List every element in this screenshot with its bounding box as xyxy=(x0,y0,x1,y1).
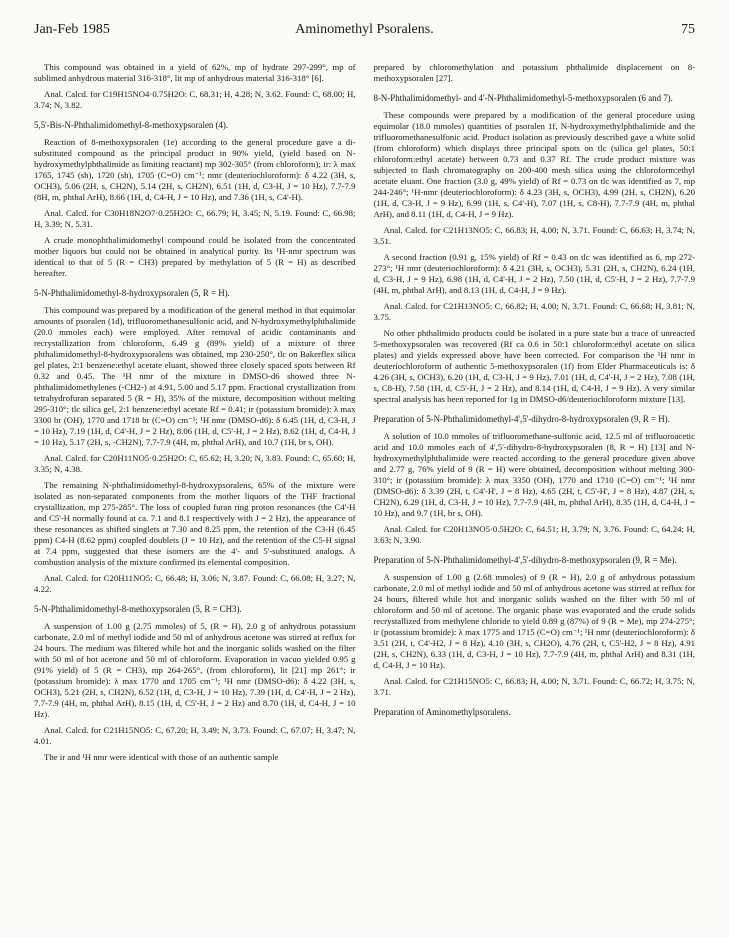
running-header xyxy=(34,22,695,44)
right-column xyxy=(374,62,696,768)
paragraph: Anal. Calcd. for C20H13NO5·0.5H2O: C, 64.51; H, 3.79; N, 3.76. Found: C, 64.24; H, 3.63; N, 3.90. xyxy=(373,524,695,545)
paragraph: A crude monophthalimidomethyl compound could be isolated from the concentrated mother liquors but could not be obtained in analytical purity. Its ¹H-nmr spectrum was identical to that of 5 (R = CH3) prepared by methylation of 5 (R = H) as described hereafter. xyxy=(34,235,356,278)
paragraph: These compounds were prepared by a modification of the general procedure using equimolar (18.0 mmoles) quantities of psoralen 1f, N-hydroxymethylphthalimide and the trifluoromethanesulfonic acid. Product isolation as previously described gave a white solid (from chloroform) which displays three principal spots on tlc (silica gel plates, 50:1 chloroform:ethyl acetate) between 0.73 and 0.37 Rf. The crude product mixture was subjected to flash chromatography on 200-400 mesh silica using the chloroform:ethyl acetate eluant. One fraction (3.0 g, 49% yield) of Rf = 0.73 on tlc was identified as 7, mp 244-246°; ¹H-nmr (deuteriochloroform): δ 4.23 (3H, s, OCH3), 4.99 (2H, s, CH2N), 6.20 (1H, d, C3-H, J = 9 Hz), 6.99 (1H, s, C4'-H), 7.07 (1H, s, C8-H), 7.7-7.9 (4H, m, phthal ArH), and 8.11 (1H, d, C4-H, J = 9 Hz). xyxy=(373,110,695,219)
paragraph: Anal. Calcd. for C20H11NO5: C, 66.48; H, 3.06; N, 3.87. Found: C, 66.08; H, 3.27; N, 4.22. xyxy=(34,573,356,594)
page-number: 75 xyxy=(681,22,695,37)
section-heading: Preparation of 5-N-Phthalimidomethyl-4',5'-dihydro-8-methoxypsoralen (9, R = Me). xyxy=(373,555,677,565)
paragraph: This compound was obtained in a yield of 62%, mp of hydrate 297-299°, mp of sublimed anhydrous material 316-318°, lit mp of anhydrous material 316-318° [6]. xyxy=(34,62,356,83)
section-heading: 8-N-Phthalimidomethyl- and 4'-N-Phthalimidomethyl-5-methoxypsoralen (6 and 7). xyxy=(373,93,673,103)
paragraph: Anal. Calcd. for C20H11NO5·0.25H2O: C, 65.62; H, 3.20; N, 3.83. Found: C, 65.60; H, 3.35; N, 4.38. xyxy=(34,453,356,474)
paragraph: The remaining N-phthalimidomethyl-8-hydroxypsoralens, 65% of the mixture were isolated as non-separated components from the mother liquors of the THF fractional crystallization, mp 275-285°. The loss of coupled furan ring proton resonances (the C4'-H and C5'-H normally found at ca. 7.1 and 8.1 respectively with J = 2 Hz), the appearance of these resonances as shifted singlets at 7.30 and 8.25 ppm, the retention of the C3-H (6.45 ppm) C4-H (8.62 ppm) coupled doublets (J = 10 Hz), and the retention of the C5-H signal at 7.4 ppm, suggested that these isomers are the 4'- and 5'-substituted analogs. A combustion analysis of the mixture confirmed its elemental composition. xyxy=(34,480,356,567)
paragraph: Anal. Calcd. for C21H13NO5: C, 66.83; H, 4.00; N, 3.71. Found: C, 66.63; H, 3.74; N, 3.51. xyxy=(373,225,695,246)
section-heading: 5-N-Phthalimidomethyl-8-hydroxypsoralen (5, R = H). xyxy=(34,288,230,298)
section-heading: Preparation of Aminomethylpsoralens. xyxy=(373,707,511,717)
paragraph: The ir and ¹H nmr were identical with those of an authentic sample xyxy=(44,752,279,762)
section-heading: 5,5'-Bis-N-Phthalimidomethyl-8-methoxypsoralen (4). xyxy=(34,120,229,130)
left-column xyxy=(34,62,356,768)
paragraph: Reaction of 8-methoxypsoralen (1e) according to the general procedure gave a di-substituted compound as the principal product in 90% yield, (yield based on N-hydroxymethylphthalimide as limiting reactant) mp 302-305° (from chloroform); ir: λ max 1765, 1745 (sh), 1720 (sh), 1705 (C=O) cm⁻¹; nmr (deuteriochloroform): δ 4.22 (3H, s, OCH3), 5.06 (2H, s, CH2N), 5.14 (2H, s, CH2N), 6.51 (1H, d, C3-H, J = 10 Hz), 7.7-7.9 (8H, m, phthal ArH), 8.66 (1H, d, C4-H, J = 10 Hz), and 7.36 (1H, s, C4'-H). xyxy=(34,137,356,202)
paragraph: Anal. Calcd. for C30H18N2O7·0.25H2O: C, 66.79; H, 3.45; N, 5.19. Found: C, 66.98; H, 3.39; N, 5.31. xyxy=(34,208,356,229)
header-title: Aminomethyl Psoralens. xyxy=(295,22,434,37)
header-date: Jan-Feb 1985 xyxy=(34,22,110,37)
paragraph: Anal. Calcd. for C21H15NO5: C, 66.83; H, 4.00; N, 3.71. Found: C, 66.72; H, 3.75; N, 3.71. xyxy=(373,676,695,697)
paragraph: A solution of 10.0 mmoles of trifluoromethane-sulfonic acid, 12.5 ml of trifluoroacetic acid and 10.0 mmoles each of 4',5'-dihydro-8-hydroxypsoralen (8, R = H) [13] and N-hydroxymethylphthalimide were reacted according to the general procedure given above and 2.77 g, 76% yield of 9 (R = H) were obtained, decomposition without melting 300-310°; ir (potassium bromide): λ max 3350 (OH), 1770 and 1710 (C=O) cm⁻¹; ¹H nmr (DMSO-d6): δ 3.39 (2H, t, C4'-H', J = 8 Hz), 4.65 (2H, t, C5'-H', J = 8 Hz), 4.87 (2H, s, CH2N), 6.29 (1H, d, C3-H, J = 10 Hz), 7.7-7.9 (4H, m, phthal ArH), 8.35 (1H, d, C4-H, J = 10 Hz), and 9.7 (1H, br s, OH). xyxy=(373,431,695,518)
paragraph: A suspension of 1.00 g (2.68 mmoles) of 9 (R = H), 2.0 g of anhydrous potassium carbonate, 2.0 ml of methyl iodide and 50 ml of anhydrous acetone was stirred at reflux for 24 hours, filtered while hot and inorganic solids washed on the filter with 50 ml of chloroform and 50 ml of acetone. The organic phase was evaporated and the crude solids recrystallized from methylene chloride to yield 0.89 g (87%) of 9 (R = Me), mp 274-275°; ir (potassium bromide): λ max 1775 and 1715 (C=O) cm⁻¹; ¹H nmr (deuteriochloroform): δ 3.51 (2H, t, C4'-H2, J = 8 Hz), 4.10 (3H, s, CH2O), 4.76 (2H, t, C5'-H2, J = 8 Hz), 4.91 (2H, s, CH2N), 6.33 (1H, d, C3-H, J = 10 Hz), 7.7-7.9 (4H, m, phthal ArH) and 8.31 (1H, d, C4-H, J = 10 Hz). xyxy=(373,572,695,670)
paragraph: This compound was prepared by a modification of the general method in that equimolar amounts of psoralen (1d), trifluoromethanesulfonic acid, and N-hydroxymethylphthalimide (20.0 mmoles each) were employed. After removal of acidic contaminants and recrystallization from chloroform, 6.49 g (89% yield) of a mixture of three phthalimidomethyl-8-hydroxypsoralens was obtained, mp 230-250°, tlc on Bakerflex silica gel plates, 2:1 benzene:ethyl acetate eluant, showed three closely spaced spots between Rf 0.32 and 0.45. The ¹H nmr of the mixture in DMSO-d6 showed three N-phthalimidomethylenes (-CH2-) at 4.91, 5.00 and 5.17 ppm. Fractional crystallization from tetrahydrofuran separated 5 (R = H), 35% of the mixture, decomposition without melting 295-310°; tlc silica gel, 2:1 benzene:ethyl acetate Rf = 0.41; ir (potassium bromide): λ max 3300 br (OH), 1770 and 1718 br (C=O) cm⁻¹; ¹H nmr (DMSO-d6): δ 6.45 (1H, d, C3-H, J = 10 Hz), 7.19 (1H, d, C4'-H, J = 2 Hz), 8.06 (1H, d, C5'-H, J = 2 Hz), 8.62 (1H, d, C4-H, J = 10 Hz), 5.17 (2H, s, -CH2N), 7.7-7.9 (4H, m, phthal ArH), and 10.7 (1H, br s, OH). xyxy=(34,305,356,447)
paragraph: Anal. Calcd. for C19H15NO4·0.75H2O: C, 68.31; H, 4.28; N, 3.62. Found: C, 68.00; H, 3.74; N, 3.82. xyxy=(34,89,356,110)
paragraph: A suspension of 1.00 g (2.75 mmoles) of 5, (R = H), 2.0 g of anhydrous potassium carbonate, 2.0 ml of methyl iodide and 50 ml of anhydrous acetone was stirred at reflux for 24 hours. The medium was filtered while hot and the inorganic solids washed on the filter with 50 ml of hot acetone and 50 ml of chloroform. Evaporation in vacuo yielded 0.95 g (91% yield) of 5 (R = CH3), mp 264-265°, (from chloroform), lit [21] mp 261°; ir (potassium bromide): λ max 1770 and 1705 cm⁻¹; ¹H nmr (DMSO-d6): δ 4.22 (3H, s, OCH3), 5.21 (2H, s, CH2N), 6.52 (1H, d, C3-H, J = 10 Hz), 7.39 (1H, d, C4'-H, J = 2 Hz), 7.7-7.9 (4H, m, phthal ArH), 8.15 (1H, d, C5'-H, J = 2 Hz) and 8.70 (1H, d, C4-H, J = 10 Hz). xyxy=(34,621,356,719)
paragraph: A second fraction (0.91 g, 15% yield) of Rf = 0.43 on tlc was identified as 6, mp 272-273°; ¹H nmr (deuteriochloroform): δ 4.21 (3H, s, OCH3), 5.31 (2H, s, CH2N), 6.24 (1H, d, C3-H, J = 9 Hz), 6.98 (1H, d, C4'-H, J = 2 Hz), 7.50 (1H, d, C5'-H, J = 2 Hz), 7.7-7.9 (4H, m, phthal ArH), and 8.13 (1H, d, C4-H, J = 9 Hz). xyxy=(373,252,695,295)
section-heading: Preparation of 5-N-Phthalimidomethyl-4',5'-dihydro-8-hydroxypsoralen (9, R = H). xyxy=(373,414,670,424)
paragraph: prepared by chloromethylation and potassium phthalimide displacement on 8-methoxypsoralen [27]. xyxy=(373,62,695,83)
paragraph: Anal. Calcd. for C21H13NO5: C, 66.82; H, 4.00; N, 3.71. Found: C, 66.68; H, 3.81; N, 3.75. xyxy=(373,301,695,322)
paragraph: No other phthalimido products could be isolated in a pure state but a trace of unreacted 5-methoxypsoralen was recovered (Rf ca 0.6 in 50:1 chloroform:ethyl acetate on silica plates) and yields expressed above have been corrected. For comparison the ¹H nmr in deuteriochloroform of authentic 5-methoxypsoralen (1f) from Elder Pharmaceuticals is: δ 4.26 (3H, s, OCH3), 6.20 (1H, d, C3-H, J = 9 Hz), 7.01 (1H, d, C4'-H, J = 2 Hz), 7.08 (1H, s, C8-H), 7.58 (1H, d, C5'-H, J = 2 Hz), and 8.14 (1H, d, C4-H, J = 9 Hz). A very similar spectral analysis has been reported for 1g in DMSO-d6/deuteriochloroform mixture [13]. xyxy=(373,328,695,404)
section-heading: 5-N-Phthalimidomethyl-8-methoxypsoralen (5, R = CH3). xyxy=(34,604,242,614)
paragraph: Anal. Calcd. for C21H15NO5: C, 67.20; H, 3.49; N, 3.73. Found: C, 67.07; H, 3.47; N, 4.01. xyxy=(34,725,356,746)
body-columns xyxy=(34,62,695,768)
